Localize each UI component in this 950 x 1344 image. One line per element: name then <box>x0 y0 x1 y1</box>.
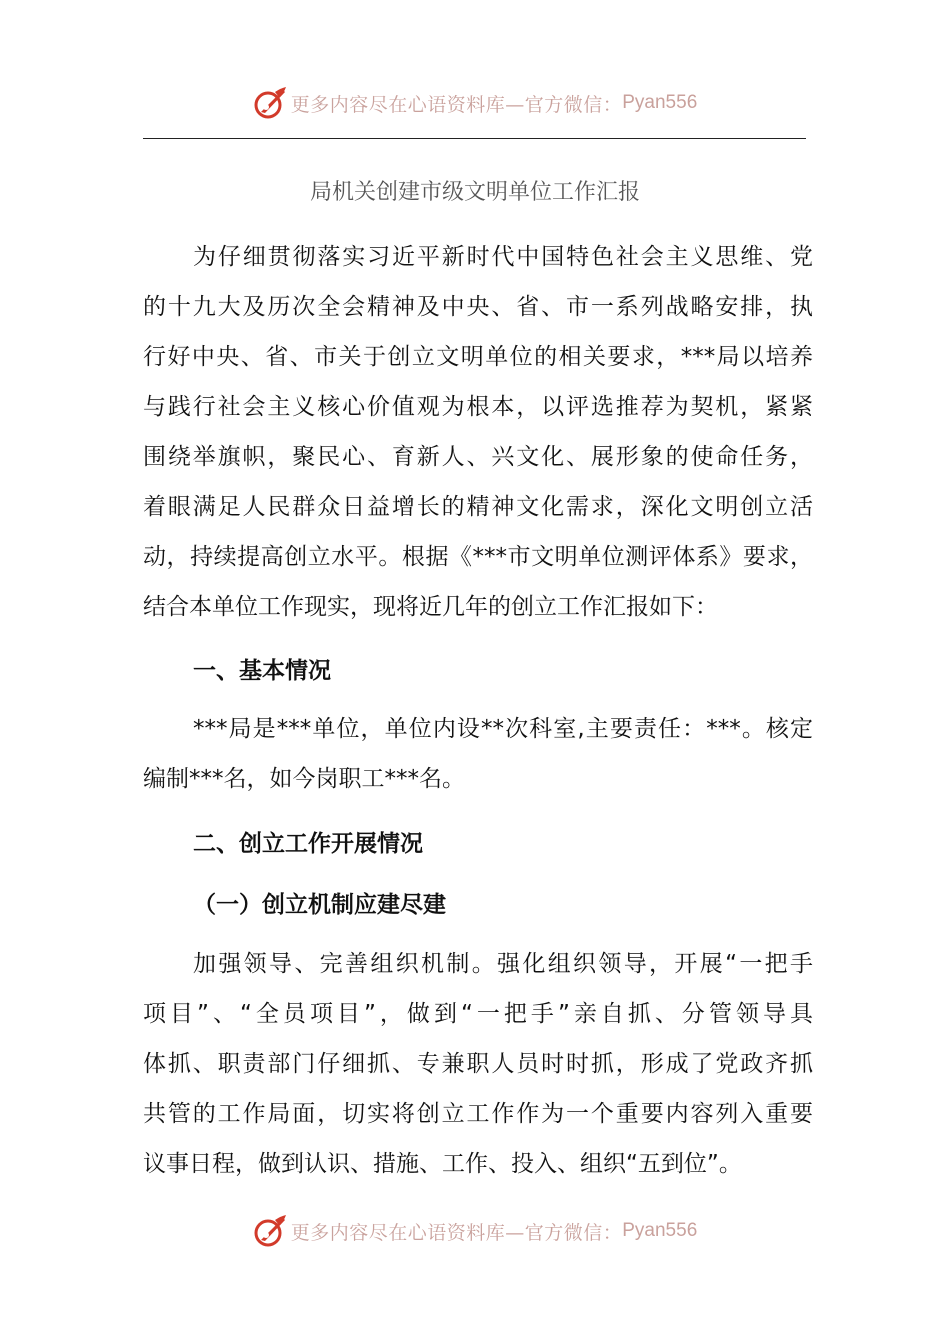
paragraph-line: 的十九大及历次全会精神及中央、省、市一系列战略安排，执 <box>143 294 813 320</box>
footer-watermark-banner <box>0 1211 950 1251</box>
section-heading-basic: 一、基本情况 <box>193 658 331 684</box>
watermark-text: 更多内容尽在心语资料库—官方微信： <box>290 1221 623 1244</box>
header-watermark-banner <box>0 83 950 123</box>
section1-paragraph <box>143 704 813 804</box>
watermark-wechat-id: Pyan556 <box>622 92 698 113</box>
paragraph-line: 为仔细贯彻落实习近平新时代中国特色社会主义思维、党 <box>193 244 813 270</box>
paragraph-line: 行好中央、省、市关于创立文明单位的相关要求，***局以培养 <box>143 344 813 370</box>
paragraph-line: ***局是***单位，单位内设**次科室,主要责任：***。核定 <box>193 716 813 742</box>
quill-seal-icon <box>253 1214 287 1248</box>
paragraph-line: 与践行社会主义核心价值观为根本，以评选推荐为契机，紧紧 <box>143 394 813 420</box>
paragraph-line: 编制***名，如今岗职工***名。 <box>143 766 465 792</box>
paragraph-line: 着眼满足人民群众日益增长的精神文化需求，深化文明创立活 <box>143 494 813 520</box>
header-divider <box>143 138 806 139</box>
subsection1-paragraph <box>143 939 813 1189</box>
paragraph-line: 加强领导、完善组织机制。强化组织领导，开展“一把手 <box>193 951 813 977</box>
paragraph-line: 项目”、“全员项目”，做到“一把手”亲自抓、分管领导具 <box>143 1001 813 1027</box>
paragraph-line: 结合本单位工作现实，现将近几年的创立工作汇报如下： <box>143 594 718 620</box>
paragraph-line: 议事日程，做到认识、措施、工作、投入、组织“五到位”。 <box>143 1151 742 1177</box>
paragraph-line: 围绕举旗帜，聚民心、育新人、兴文化、展形象的使命任务， <box>143 444 813 470</box>
quill-seal-icon <box>253 86 287 120</box>
watermark-text: 更多内容尽在心语资料库—官方微信： <box>290 93 623 116</box>
paragraph-line: 体抓、职责部门仔细抓、专兼职人员时时抓，形成了党政齐抓 <box>143 1051 813 1077</box>
document-title: 局机关创建市级文明单位工作汇报 <box>309 180 640 205</box>
paragraph-line: 动，持续提高创立水平。根据《***市文明单位测评体系》要求， <box>143 544 813 570</box>
watermark-wechat-id: Pyan556 <box>622 1220 698 1241</box>
subsection-heading-mechanism: （一）创立机制应建尽建 <box>193 892 446 918</box>
paragraph-line: 共管的工作局面，切实将创立工作作为一个重要内容列入重要 <box>143 1101 813 1127</box>
intro-paragraph <box>143 232 813 632</box>
section-heading-work: 二、创立工作开展情况 <box>193 831 423 857</box>
